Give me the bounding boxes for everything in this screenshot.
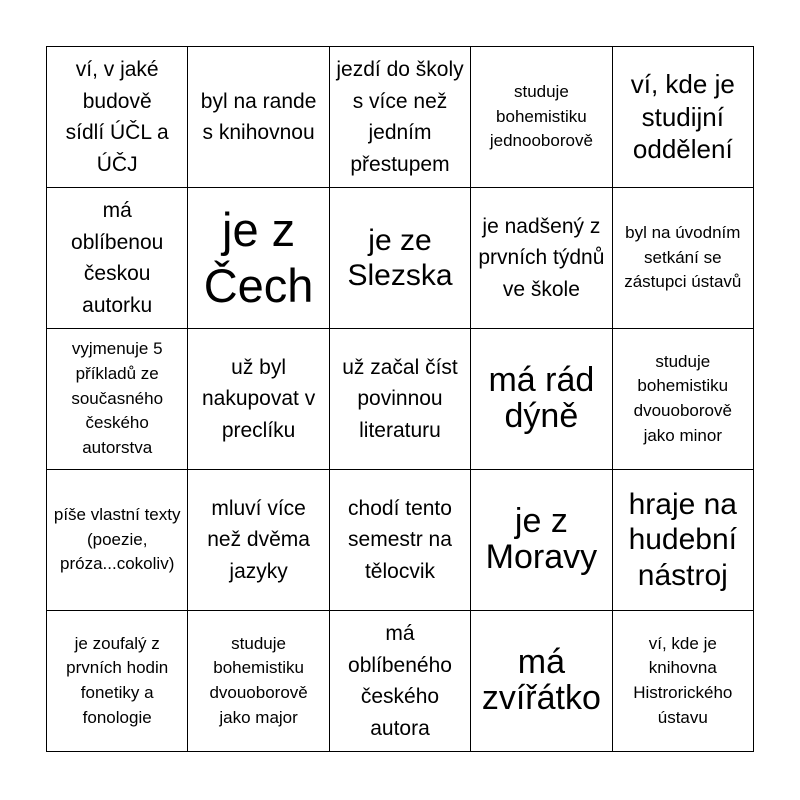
bingo-cell[interactable]: už byl nakupovat v preclíku [188,329,329,470]
bingo-cell[interactable]: hraje na hudební nástroj [613,470,754,611]
bingo-cell[interactable]: už začal číst povinnou literaturu [330,329,471,470]
bingo-cell[interactable]: má rád dýně [471,329,612,470]
bingo-cell[interactable]: mluví více než dvěma jazyky [188,470,329,611]
bingo-cell[interactable]: byl na rande s knihovnou [188,47,329,188]
bingo-board [46,46,754,752]
bingo-cell[interactable]: byl na úvodním setkání se zástupci ústavů [613,188,754,329]
bingo-cell[interactable]: jezdí do školy s více než jedním přestupem [330,47,471,188]
bingo-cell[interactable]: má oblíbeného českého autora [330,611,471,752]
bingo-cell[interactable]: ví, v jaké budově sídlí ÚČL a ÚČJ [47,47,188,188]
bingo-cell[interactable]: studuje bohemistiku dvouoborově jako major [188,611,329,752]
bingo-cell[interactable]: studuje bohemistiku dvouoborově jako minor [613,329,754,470]
bingo-cell[interactable]: píše vlastní texty (poezie, próza...cokoliv) [47,470,188,611]
bingo-cell[interactable]: má oblíbenou českou autorku [47,188,188,329]
bingo-cell[interactable]: je zoufalý z prvních hodin fonetiky a fonologie [47,611,188,752]
bingo-cell[interactable]: chodí tento semestr na tělocvik [330,470,471,611]
bingo-cell[interactable]: je z Čech [188,188,329,329]
bingo-cell[interactable]: je ze Slezska [330,188,471,329]
bingo-cell[interactable]: je nadšený z prvních týdnů ve škole [471,188,612,329]
bingo-cell[interactable]: ví, kde je studijní oddělení [613,47,754,188]
bingo-cell[interactable]: je z Moravy [471,470,612,611]
bingo-cell[interactable]: studuje bohemistiku jednooborově [471,47,612,188]
bingo-cell[interactable]: má zvířátko [471,611,612,752]
bingo-cell[interactable]: ví, kde je knihovna Histrorického ústavu [613,611,754,752]
bingo-cell[interactable]: vyjmenuje 5 příkladů ze současného českého autorstva [47,329,188,470]
